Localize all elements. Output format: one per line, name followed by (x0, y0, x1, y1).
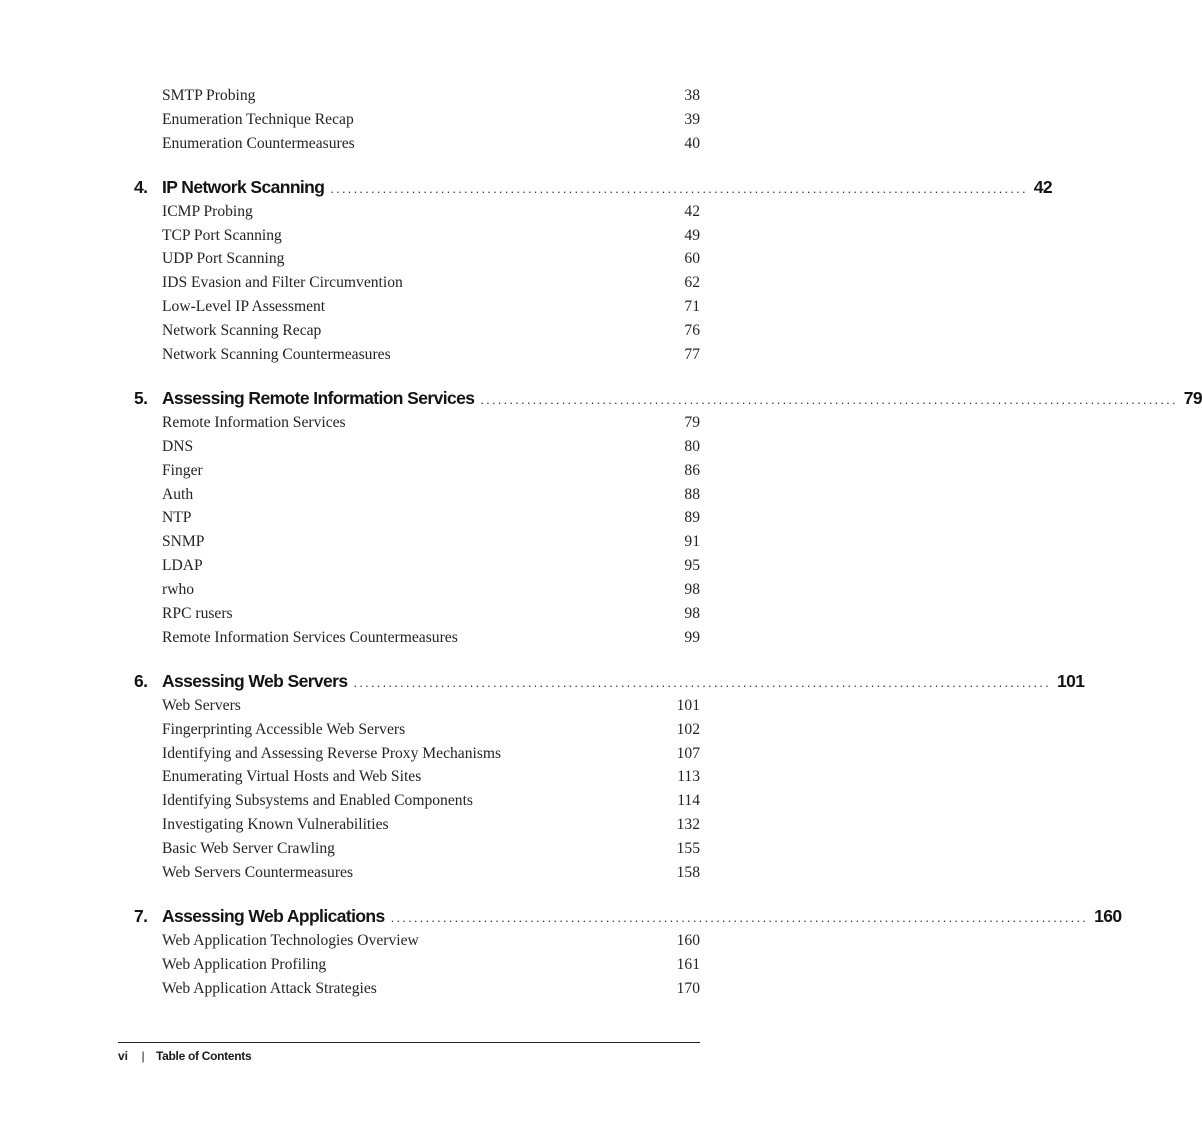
toc-entry-page: 98 (684, 581, 700, 599)
chapter-title: IP Network Scanning (162, 176, 325, 197)
toc-entry-page: 155 (676, 840, 700, 858)
dot-leader: ........................................................................................................................ (390, 909, 1089, 925)
toc-entry-title: SNMP (162, 533, 205, 551)
dot-leader: ........................................................................................................................ (480, 391, 1178, 407)
chapter-title: Assessing Remote Information Services (162, 387, 475, 408)
toc-entry[interactable] (118, 319, 700, 343)
chapter-heading[interactable] (118, 174, 1053, 200)
toc-entry-title: Identifying Subsystems and Enabled Components (162, 792, 473, 810)
toc-entry-title: rwho (162, 581, 195, 599)
toc-entry-title: Web Application Attack Strategies (162, 979, 377, 997)
toc-entry[interactable] (118, 483, 700, 507)
toc-entry[interactable] (118, 530, 700, 554)
toc-entry-title: ICMP Probing (162, 202, 253, 220)
toc-entry-page: 99 (684, 628, 700, 646)
chapter-block (118, 385, 1202, 650)
toc-entry[interactable] (118, 435, 700, 459)
chapter-heading[interactable] (118, 903, 1122, 929)
toc-entry-page: 60 (684, 250, 700, 268)
chapter-title: Assessing Web Applications (162, 905, 385, 926)
toc-entry[interactable] (118, 742, 700, 766)
toc-entry-page: 62 (684, 274, 700, 292)
toc-entry[interactable] (118, 929, 700, 953)
toc-entry-title: Low-Level IP Assessment (162, 298, 326, 316)
toc-entry-page: 80 (684, 437, 700, 455)
chapter-page: 160 (1094, 905, 1122, 926)
toc-entry-page: 161 (676, 955, 700, 973)
toc-entry-page: 114 (677, 792, 700, 810)
chapter-number: 5. (134, 387, 148, 408)
chapter-number: 7. (134, 905, 148, 926)
toc-entry-page: 88 (684, 485, 700, 503)
toc-entry-title: Web Servers (162, 696, 241, 714)
toc-entry-title: Web Application Technologies Overview (162, 931, 419, 949)
toc-entry-page: 39 (684, 110, 700, 128)
chapter-page: 101 (1056, 670, 1085, 691)
toc-entry[interactable] (118, 554, 700, 578)
toc-entry-title: Enumeration Technique Recap (162, 110, 354, 128)
toc-entry[interactable] (118, 247, 700, 271)
toc-entry-page: 98 (684, 605, 700, 623)
chapter-heading[interactable] (118, 385, 1202, 411)
chapter-title: Assessing Web Servers (162, 670, 348, 691)
toc-entry[interactable] (118, 837, 700, 861)
toc-entry-title: Web Application Profiling (162, 955, 327, 973)
toc-entry-title: Network Scanning Countermeasures (162, 346, 391, 364)
toc-entry-title: Investigating Known Vulnerabilities (162, 816, 389, 834)
toc-entry-title: Web Servers Countermeasures (162, 864, 354, 882)
toc-entry[interactable] (118, 506, 700, 530)
toc-entry-page: 107 (676, 744, 700, 762)
chapter-number: 6. (134, 670, 148, 691)
toc-entry-page: 101 (676, 696, 700, 714)
toc-entry-page: 71 (684, 298, 700, 316)
toc-entry-page: 132 (676, 816, 700, 834)
toc-entry-title: Enumerating Virtual Hosts and Web Sites (162, 768, 422, 786)
table-of-contents (118, 84, 1202, 1001)
toc-entry[interactable] (118, 977, 700, 1001)
toc-entry-title: Enumeration Countermeasures (162, 134, 355, 152)
toc-entry[interactable] (118, 132, 700, 156)
toc-entry[interactable] (118, 813, 700, 837)
toc-entry-title: RPC rusers (162, 605, 233, 623)
toc-entry[interactable] (118, 861, 700, 885)
toc-entry-page: 38 (684, 87, 700, 104)
toc-entry-page: 42 (684, 202, 700, 220)
leading-section (118, 84, 700, 156)
toc-entry-page: 86 (684, 461, 700, 479)
toc-entry-title: IDS Evasion and Filter Circumvention (162, 274, 403, 292)
toc-entry-title: Basic Web Server Crawling (162, 840, 335, 858)
toc-entry-page: 91 (684, 533, 700, 551)
page-number: vi (118, 1049, 129, 1063)
toc-entry[interactable] (118, 200, 700, 224)
toc-entry-page: 102 (676, 720, 700, 738)
toc-entry[interactable] (118, 578, 700, 602)
toc-entry-title: Auth (162, 485, 194, 503)
dot-leader: ........................................................................................................................ (330, 180, 1028, 196)
toc-entry-title: Identifying and Assessing Reverse Proxy Mechanisms (162, 744, 502, 762)
toc-entry-title: TCP Port Scanning (162, 226, 282, 244)
chapter-block (118, 668, 1085, 885)
toc-entry-page: 160 (676, 931, 700, 949)
toc-entry-page: 95 (684, 557, 700, 575)
running-footer-title: Table of Contents (156, 1049, 252, 1063)
toc-entry[interactable] (118, 602, 700, 626)
page-footer (118, 1046, 251, 1066)
toc-entry[interactable] (118, 271, 700, 295)
toc-entry[interactable] (118, 718, 700, 742)
toc-entry-page: 170 (676, 979, 700, 997)
footer-separator: | (141, 1049, 145, 1063)
toc-entry-page: 49 (684, 226, 700, 244)
chapter-heading[interactable] (118, 668, 1085, 694)
toc-entry-title: Network Scanning Recap (162, 322, 322, 340)
chapter-page: 79 (1183, 387, 1202, 408)
chapter-number: 4. (134, 176, 148, 197)
toc-entry-title: NTP (162, 509, 192, 527)
chapters (118, 174, 1202, 1001)
toc-entry-page: 89 (684, 509, 700, 527)
toc-entry-title: UDP Port Scanning (162, 250, 285, 268)
toc-entry-page: 77 (684, 346, 700, 364)
toc-entry[interactable] (118, 108, 700, 132)
toc-entry-title: Remote Information Services Countermeasures (162, 628, 458, 646)
toc-entry[interactable] (118, 411, 700, 435)
chapter-block (118, 903, 1122, 1001)
toc-entry-title: SMTP Probing (162, 87, 256, 104)
toc-entry[interactable] (118, 459, 700, 483)
toc-entry-title: Finger (162, 461, 203, 479)
chapter-page: 42 (1033, 176, 1053, 197)
toc-entry-title: Remote Information Services (162, 413, 346, 431)
toc-entry-page: 79 (684, 413, 700, 431)
toc-entry[interactable] (118, 626, 700, 650)
toc-entry[interactable] (118, 84, 700, 108)
toc-entry[interactable] (118, 343, 700, 367)
toc-entry-title: LDAP (162, 557, 203, 575)
chapter-block (118, 174, 1053, 367)
toc-entry-page: 158 (676, 864, 700, 882)
toc-entry[interactable] (118, 953, 700, 977)
toc-entry-title: Fingerprinting Accessible Web Servers (162, 720, 406, 738)
toc-entry[interactable] (118, 224, 700, 248)
toc-entry-page: 76 (684, 322, 700, 340)
toc-entry-title: DNS (162, 437, 194, 455)
toc-entry[interactable] (118, 789, 700, 813)
toc-entry[interactable] (118, 765, 700, 789)
toc-entry[interactable] (118, 694, 700, 718)
toc-entry-page: 40 (684, 134, 700, 152)
toc-entry-page: 113 (677, 768, 700, 786)
toc-entry[interactable] (118, 295, 700, 319)
dot-leader: ........................................................................................................................ (353, 674, 1051, 690)
footer-rule (118, 1042, 700, 1043)
